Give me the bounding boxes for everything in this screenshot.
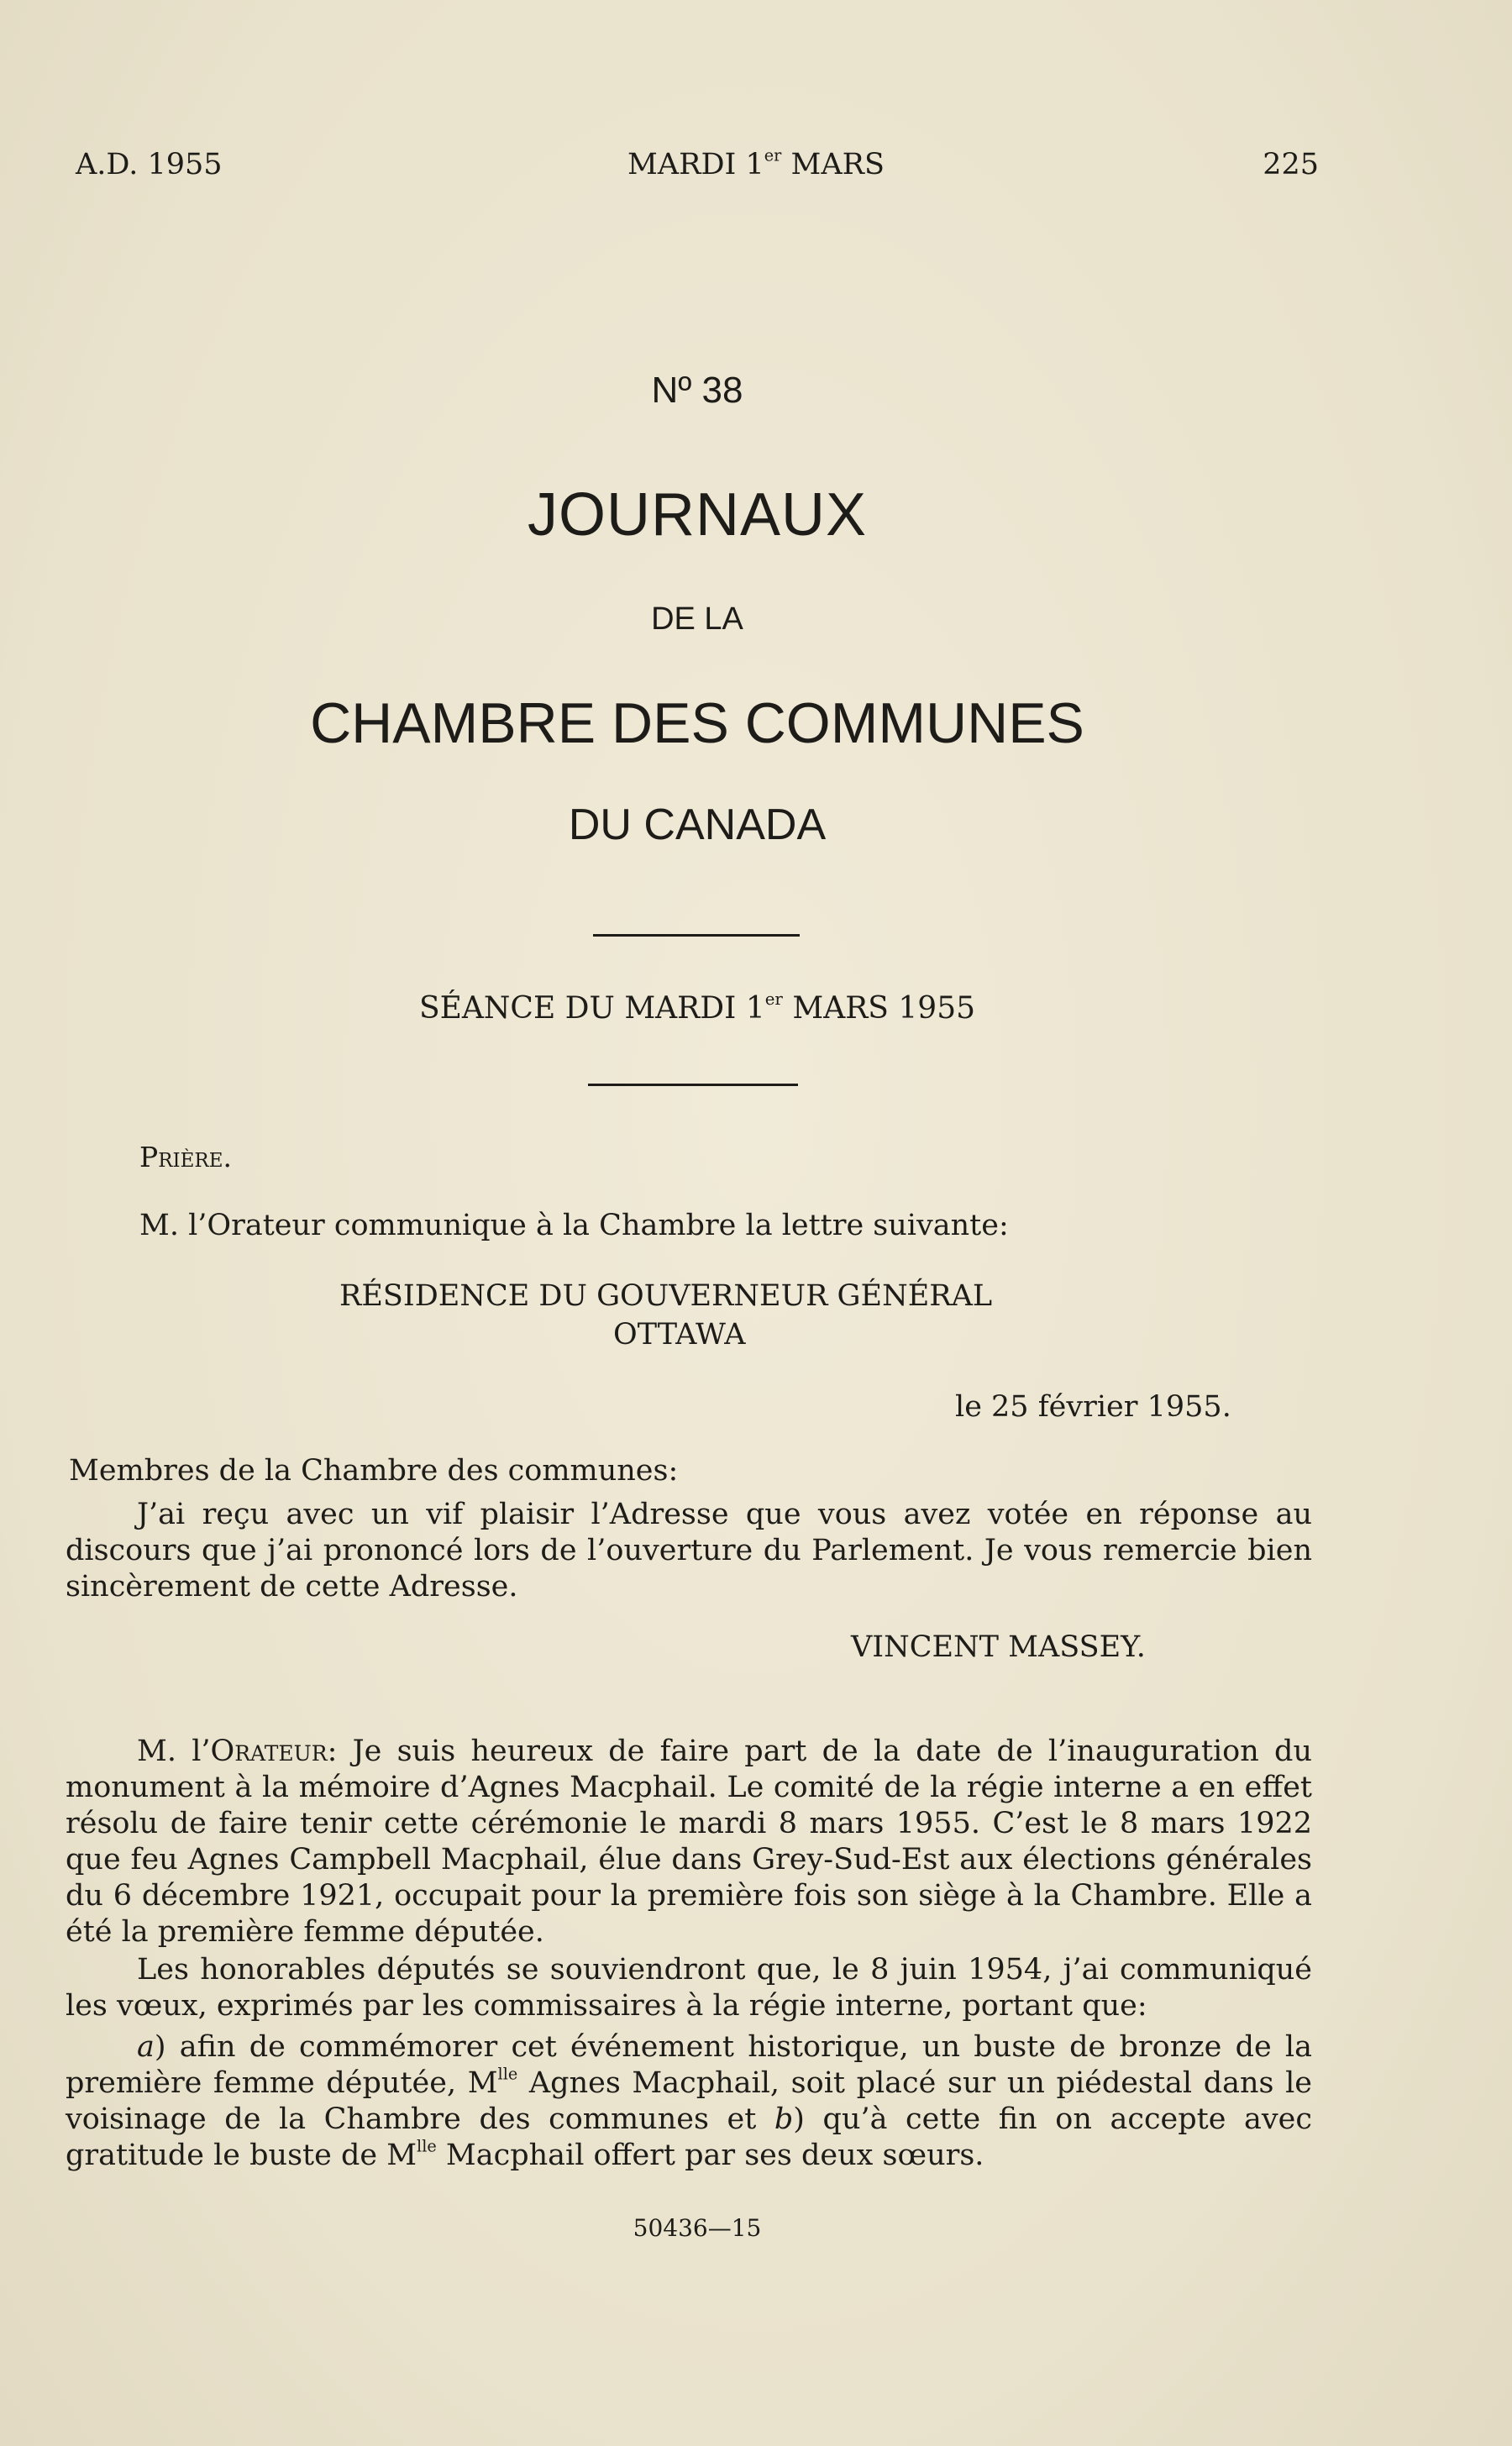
page-number: 225 bbox=[1263, 148, 1319, 181]
journal-title: JOURNAUX bbox=[527, 481, 868, 549]
running-header bbox=[0, 145, 1512, 190]
letter-address-line2: OTTAWA bbox=[613, 1318, 746, 1352]
header-year: A.D. 1955 bbox=[76, 148, 223, 181]
orateur-intro: M. l’Orateur communique à la Chambre la lettre suivante: bbox=[139, 1209, 1009, 1242]
paragraph-souvenir: Les honorables députés se souviendront que, le 8 juin 1954, j’ai communiqué les vœux, exprimés par les commissaires à la régie interne, portant que: bbox=[66, 1953, 1312, 2023]
letter-signature: VINCENT MASSEY. bbox=[851, 1630, 1146, 1664]
issue-number: Nº 38 bbox=[651, 370, 743, 411]
header-date: MARDI 1er MARS bbox=[627, 145, 885, 181]
paragraph-orateur: M. l’Orateur: Je suis heureux de faire part de la date de l’inauguration du monument à la mémoire d’Agnes Macphail. Le comité de la régie interne a en effet résolu de faire tenir cette cérémonie le mardi 8 mars 1955. C’est le 8 mars 1922 que feu Agnes Campbell Macphail, élue dans Grey-Sud-Est aux élections générales du 6 décembre 1921, occupait pour la première fois son siège à la Chambre. Elle a été la première femme députée. bbox=[66, 1735, 1312, 1949]
divider-rule-top bbox=[593, 934, 800, 937]
priere-heading: Prière. bbox=[139, 1141, 232, 1173]
session-title: SÉANCE DU MARDI 1er MARS 1955 bbox=[418, 989, 976, 1026]
letter-body: J’ai reçu avec un vif plaisir l’Adresse que vous avez votée en réponse au discours que j’ai prononcé lors de l’ouverture du Parlement. Je vous remercie bien sincèrement de cette Adresse. bbox=[66, 1498, 1312, 1604]
letter-address-line1: RÉSIDENCE DU GOUVERNEUR GÉNÉRAL bbox=[339, 1279, 993, 1313]
letter-salutation: Membres de la Chambre des communes: bbox=[69, 1454, 679, 1488]
chamber-title: CHAMBRE DES COMMUNES bbox=[310, 691, 1084, 755]
journal-subtitle-de-la: DE LA bbox=[651, 601, 743, 637]
country-title: DU CANADA bbox=[568, 800, 827, 849]
divider-rule-bottom bbox=[588, 1084, 798, 1086]
paragraph-resolution: a) afin de commémorer cet événement historique, un buste de bronze de la première femme députée, $M^{lle}$ Agnes Macphail, soit placé sur un piédestal dans le voisinage de la Chambre des communes et b) qu’à cette fin on accepte avec gratitude le buste de $M^{lle}$ Macphail offert par ses deux sœurs. bbox=[66, 2030, 1312, 2172]
speaker-name: Orateur bbox=[210, 1735, 328, 1768]
letter-date: le 25 février 1955. bbox=[955, 1390, 1231, 1424]
footer-code: 50436—15 bbox=[633, 2214, 762, 2242]
